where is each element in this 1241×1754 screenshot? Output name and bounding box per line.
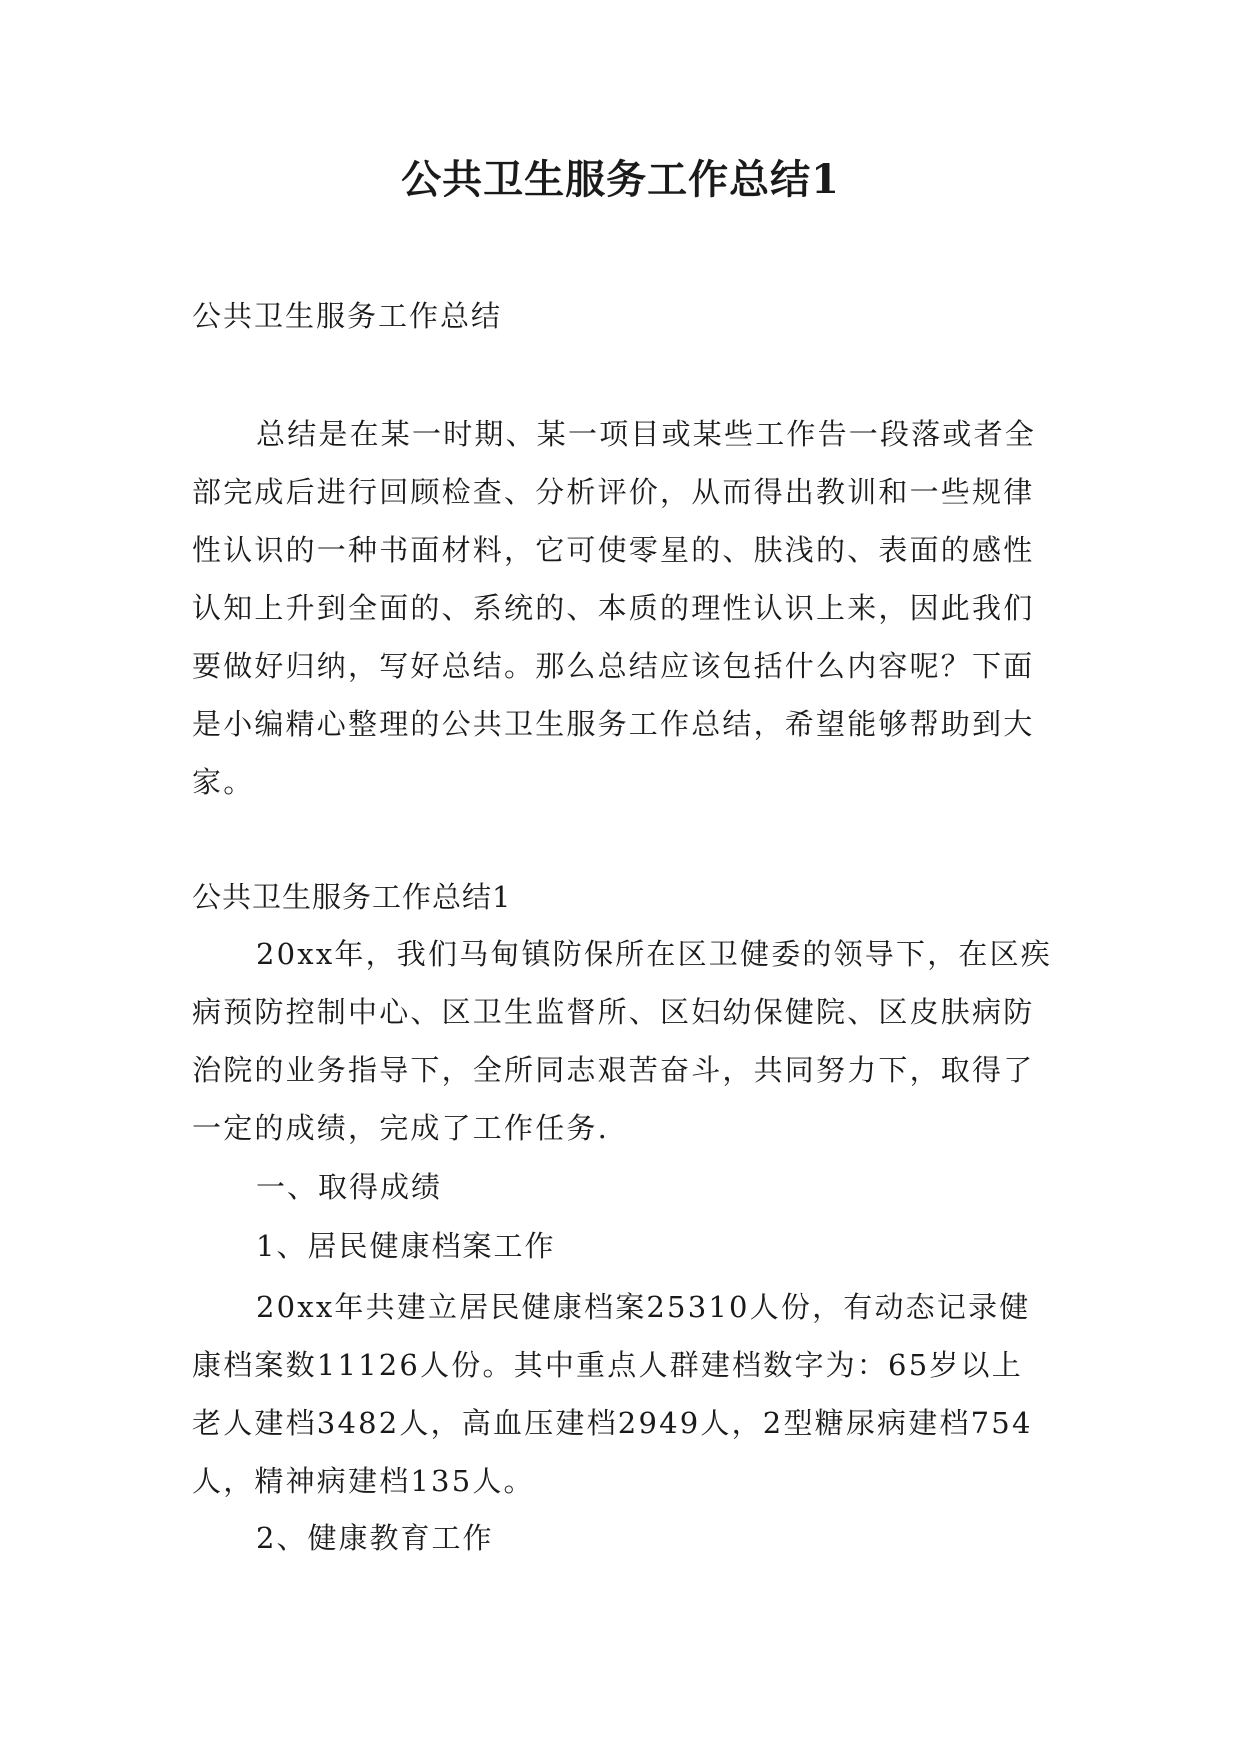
achievements-heading: 一、取得成绩 — [256, 1170, 443, 1204]
document-subtitle: 公共卫生服务工作总结 — [192, 299, 503, 333]
intro-paragraph: 总结是在某一时期、某一项目或某些工作告一段落或者全部完成后进行回顾检查、分析评价，从而得出教训和一些规律性认识的一种书面材料，它可使零星的、肤浅的、表面的感性认知上升到全面的、系统的、本质的理性认识上来，因此我们要做好归纳，写好总结。那么总结应该包括什么内容呢？下面是小编精心整理的公共卫生服务工作总结，希望能够帮助到大家。 — [192, 417, 1037, 799]
item1-heading: 1、居民健康档案工作 — [256, 1229, 556, 1263]
item2-heading: 2、健康教育工作 — [256, 1521, 494, 1555]
document-title: 公共卫生服务工作总结1 — [401, 156, 840, 203]
section-intro-paragraph: 20xx年，我们马甸镇防保所在区卫健委的领导下，在区疾病预防控制中心、区卫生监督所、区妇幼保健院、区皮肤病防治院的业务指导下，全所同志艰苦奋斗，共同努力下，取得了一定的成绩，完成了工作任务. — [192, 937, 1053, 1145]
item1-paragraph: 20xx年共建立居民健康档案25310人份，有动态记录健康档案数11126人份。其中重点人群建档数字为：65岁以上老人建档3482人，高血压建档2949人，2型糖尿病建档754人，精神病建档135人。 — [192, 1290, 1033, 1498]
section-heading: 公共卫生服务工作总结1 — [192, 880, 512, 914]
